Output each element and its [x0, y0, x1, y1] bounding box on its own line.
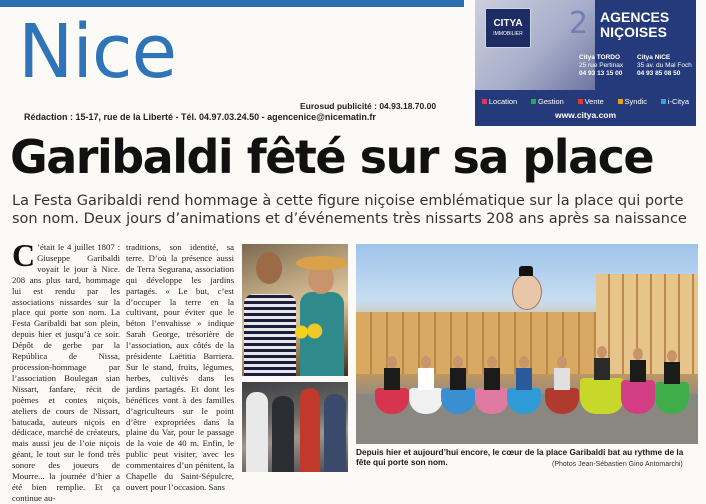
photo-carnival-bighead	[512, 274, 542, 310]
ad-title-line2: NIÇOISES	[600, 24, 667, 40]
ad-service-location: Location	[482, 97, 517, 106]
section-title: Nice	[18, 9, 177, 95]
photo-couple-with-lemons	[242, 244, 348, 376]
photo-crowd	[242, 382, 348, 472]
photo-lemon-basket	[290, 322, 328, 342]
ad-office-tordo	[579, 54, 623, 78]
citya-advertisement[interactable]	[475, 0, 696, 126]
photo-dancer	[440, 352, 476, 414]
ad-office-name: Citya NICE	[637, 54, 671, 61]
photo-person	[300, 388, 320, 472]
photo-dancer	[408, 354, 444, 414]
photo-person	[272, 396, 294, 472]
photo-dancer	[506, 352, 542, 414]
drop-cap: C	[12, 237, 36, 273]
ad-website-link[interactable]: www.citya.com	[554, 110, 617, 120]
photo-dancer	[474, 354, 510, 414]
photo-man-shirt	[244, 294, 296, 376]
ad-office-phone: 04 93 85 08 50	[637, 70, 681, 77]
photo-dancer	[652, 332, 692, 414]
article-column-1	[12, 237, 120, 504]
photo-credit: (Photos Jean-Sébastien Gino Antomarchi)	[552, 461, 683, 468]
publicity-contact: Eurosud publicité : 04.93.18.70.00	[300, 101, 437, 111]
photo-dancer	[542, 336, 582, 414]
article-standfirst: La Festa Garibaldi rend hommage à cette figure niçoise emblématique sur la place qui porte son nom. Deux jours d’animations et d’événements très nissarts 208 ans après sa naissance	[12, 193, 687, 227]
redaction-contact: Rédaction : 15-17, rue de la Liberté - Tél. 04.97.03.24.50 - agencenice@nicematin.fr	[24, 112, 376, 122]
photo-man-head	[256, 252, 282, 284]
ad-agency-count: 2	[569, 6, 589, 41]
ad-office-nice	[637, 54, 692, 78]
article-headline: Garibaldi fêté sur sa place	[10, 130, 654, 184]
ad-service-syndic: Syndic	[618, 97, 648, 106]
ad-title-line1: AGENCES	[600, 9, 670, 25]
photo-person	[246, 392, 268, 472]
article-column-2: traditions, son identité, sa terre. D’où la présence aussi de Terra Segurana, association qui développe les jardins partagés. « Le but, c’est d’occuper la terre en la cultivant, pour éviter que le béton l’envahisse » indique Sarah George, trésorière de l’association, aux côtés de la présidente Laëtitia Barriera. Sur le stand, fruits, légumes, herbes, cultivés dans les jardins partagés. Et dont les bénéfices vont à des familles d’agriculteurs sur le point d’être expropriées dans la plaine du Var, pour le passage de la voie de 40 m. Enfin, le public peut visiter, avec les commentaires d’un pénitent, la Chapelle du Saint-Sépulcre, ouvert pour l’occasion. Sans	[126, 242, 234, 492]
ad-service-gestion: Gestion	[531, 97, 564, 106]
ad-office-address: 25 rue Pertinax	[579, 62, 624, 69]
column-1-text: ’était le 4 juillet 1807 : Giuseppe Garibaldi voyait le jour à Nice. 208 ans plus tard, hommage lui est rendu par les associations nissardes sur la place qui porte son nom. La Festa Garibaldi bat son plein, depuis hier et jusqu’à ce soir. Dépôt de gerbe par la República de Nissa, procession-hommage par l’association Boulegan sian Nissart, fanfare, récit de poèmes et contes niçois, ateliers de cours de Nissart, batucada, auteurs niçois en dédicace, marché de créateurs, mais aussi jeu de l’oie niçois géant, le tout sur le fond très sonore des joueurs de Mourre... la journée d’hier a été bien remplie. Et ça continue au-	[12, 242, 120, 503]
photo-person	[324, 394, 346, 472]
photo-dancer	[374, 354, 410, 414]
ad-office-name: Citya TORDO	[579, 54, 621, 61]
photo-caption: Depuis hier et aujourd’hui encore, le cœur de la place Garibaldi bat au rythme de la fête qui porte son nom.	[356, 447, 684, 467]
photo-carnival-bighead-hat	[519, 266, 533, 276]
photo-woman-hat	[296, 256, 348, 270]
section-color-bar	[0, 0, 464, 7]
ad-services-list	[475, 94, 696, 108]
ad-office-phone: 04 93 13 15 00	[579, 70, 623, 77]
ad-office-address: 35 av. du Mal Foch	[637, 62, 692, 69]
ad-service-vente: Vente	[578, 97, 604, 106]
photo-dancers-place-garibaldi	[356, 244, 698, 444]
citya-logo-text: CITYA	[493, 18, 523, 29]
citya-logo-sub: IMMOBILIER	[493, 31, 523, 37]
citya-logo	[485, 8, 531, 48]
ad-title	[600, 10, 669, 40]
ad-service-icitya: i-Citya	[661, 97, 689, 106]
